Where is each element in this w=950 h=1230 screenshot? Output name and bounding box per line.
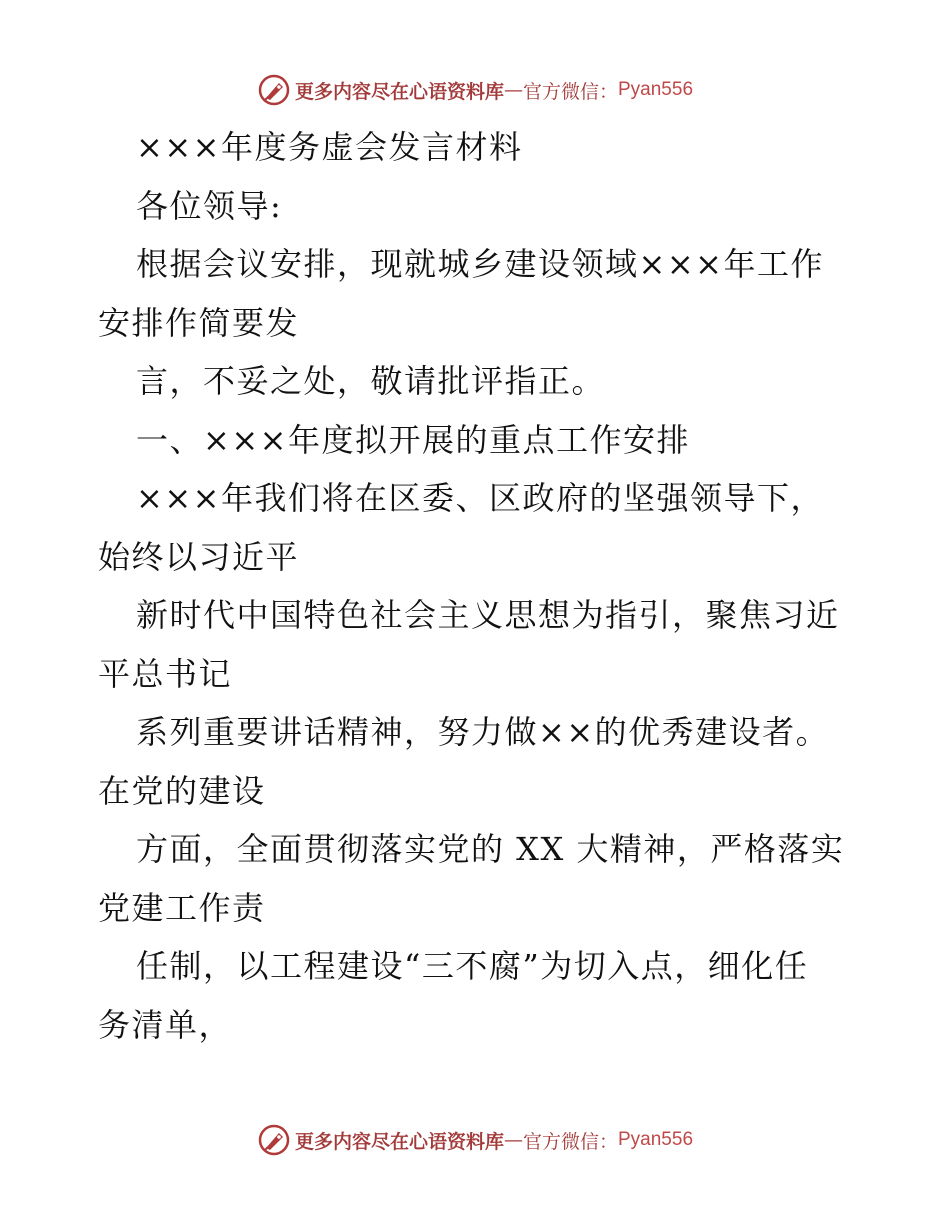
paragraph-line: 务清单， [98,1005,233,1044]
paragraph-line: 根据会议安排，现就城乡建设领域×××年工作 [136,245,824,283]
paragraph-line: 平总书记 [98,654,233,693]
paragraph-line: 任制，以工程建设“三不腐”为切入点，细化任 [136,947,809,985]
document-title: ×××年度务虚会发言材料 [136,128,523,166]
paragraph-line: 新时代中国特色社会主义思想为指引，聚焦习近 [136,596,840,634]
salutation: 各位领导: [136,186,283,225]
paragraph-line: 党建工作责 [98,888,266,927]
footer-banner [0,1120,950,1160]
header-banner [0,70,950,110]
footer-separator: — [503,1129,523,1151]
footer-wechat-label: 官方微信： [522,1130,618,1153]
footer-brand-text: 更多内容尽在心语资料库 [294,1130,504,1153]
header-wechat-label: 官方微信： [522,80,618,103]
header-brand-text: 更多内容尽在心语资料库 [294,80,504,103]
pen-nib-logo-icon [257,73,291,107]
paragraph-line: 言，不妥之处，敬请批评指正。 [136,362,606,400]
footer-wechat-id: Pyan556 [618,1129,694,1150]
paragraph-line: 方面，全面贯彻落实党的 XX 大精神，严格落实 [136,830,845,868]
header-separator: — [503,79,523,101]
paragraph-line: 始终以习近平 [98,537,300,576]
paragraph-line: 系列重要讲话精神，努力做××的优秀建设者。 [136,713,830,751]
document-body [98,118,858,1054]
header-wechat-id: Pyan556 [618,79,694,100]
paragraph-line: ×××年我们将在区委、区政府的坚强领导下， [136,479,824,517]
pen-nib-logo-icon [257,1123,291,1157]
paragraph-line: 安排作简要发 [98,303,300,342]
paragraph-line: 在党的建设 [98,771,266,810]
section-heading: 一、×××年度拟开展的重点工作安排 [136,420,690,459]
